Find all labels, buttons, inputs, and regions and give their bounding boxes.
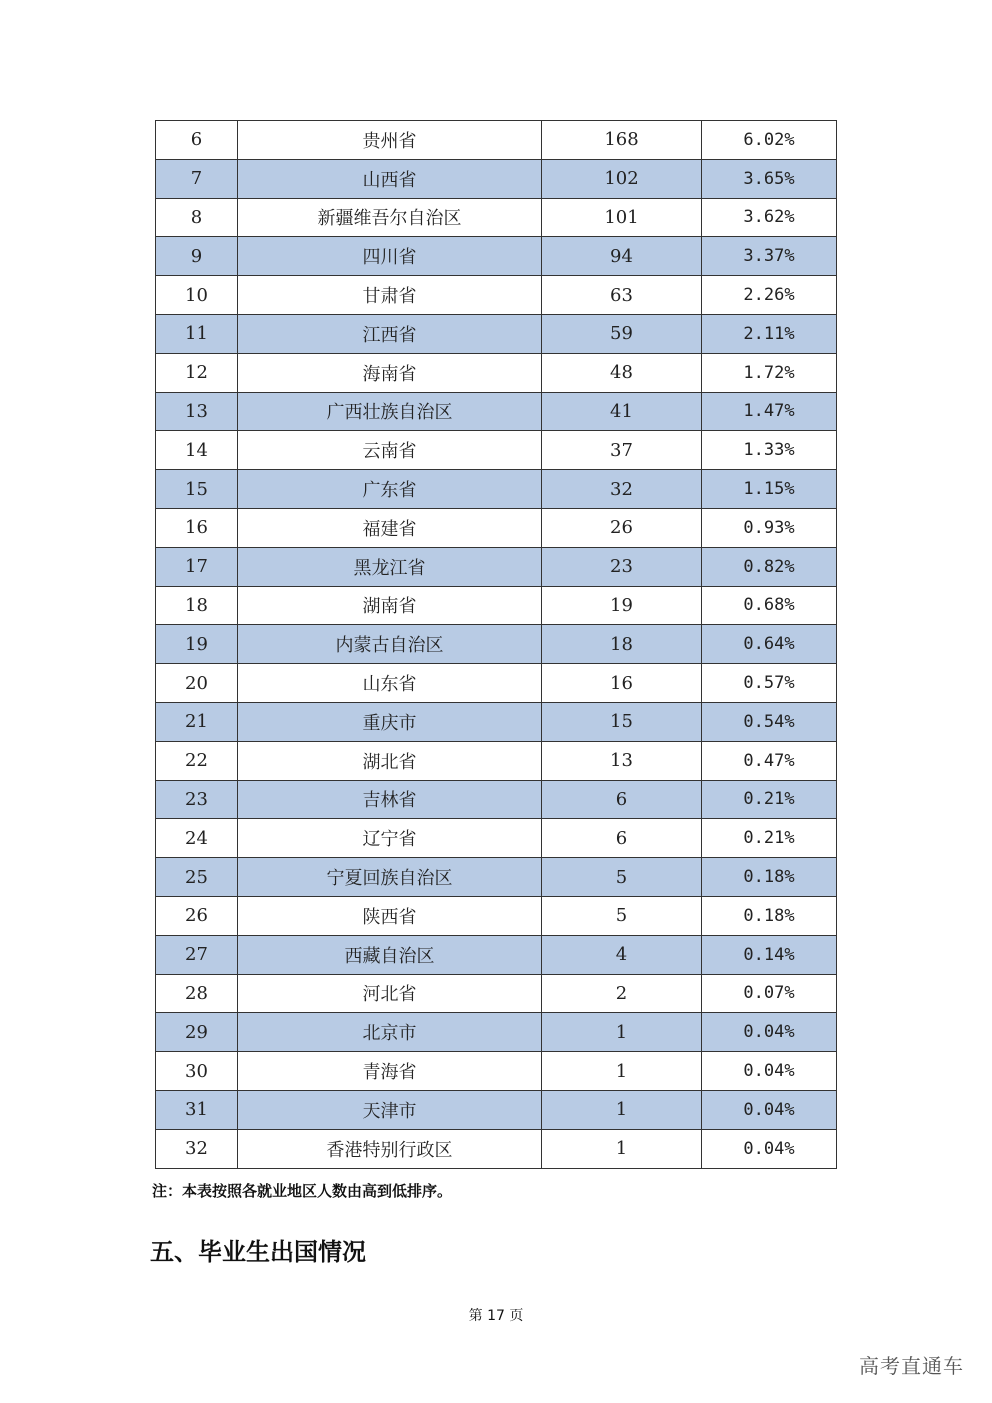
rank-cell: 28 — [156, 974, 238, 1013]
table-row — [156, 780, 837, 819]
percent-cell: 0.21% — [702, 780, 837, 819]
region-cell: 黑龙江省 — [238, 547, 542, 586]
table-row — [156, 1052, 837, 1091]
rank-cell: 7 — [156, 159, 238, 198]
count-cell: 5 — [542, 896, 702, 935]
region-cell: 甘肃省 — [238, 276, 542, 315]
percent-cell: 1.15% — [702, 470, 837, 509]
percent-cell: 0.47% — [702, 741, 837, 780]
rank-cell: 26 — [156, 896, 238, 935]
table-row — [156, 974, 837, 1013]
count-cell: 101 — [542, 198, 702, 237]
table-row — [156, 314, 837, 353]
rank-cell: 23 — [156, 780, 238, 819]
table-body — [156, 121, 837, 1169]
count-cell: 32 — [542, 470, 702, 509]
percent-cell: 0.82% — [702, 547, 837, 586]
count-cell: 37 — [542, 431, 702, 470]
rank-cell: 16 — [156, 508, 238, 547]
rank-cell: 15 — [156, 470, 238, 509]
rank-cell: 20 — [156, 664, 238, 703]
table-row — [156, 159, 837, 198]
rank-cell: 30 — [156, 1052, 238, 1091]
region-cell: 贵州省 — [238, 121, 542, 160]
region-cell: 海南省 — [238, 353, 542, 392]
table-row — [156, 586, 837, 625]
count-cell: 168 — [542, 121, 702, 160]
region-cell: 山西省 — [238, 159, 542, 198]
count-cell: 2 — [542, 974, 702, 1013]
percent-cell: 1.47% — [702, 392, 837, 431]
region-cell: 青海省 — [238, 1052, 542, 1091]
percent-cell: 0.64% — [702, 625, 837, 664]
percent-cell: 0.93% — [702, 508, 837, 547]
table-row — [156, 121, 837, 160]
page-number: 第 17 页 — [468, 1308, 524, 1324]
region-cell: 陕西省 — [238, 896, 542, 935]
rank-cell: 18 — [156, 586, 238, 625]
rank-cell: 19 — [156, 625, 238, 664]
table-row — [156, 508, 837, 547]
table-row — [156, 625, 837, 664]
table-row — [156, 392, 837, 431]
percent-cell: 3.37% — [702, 237, 837, 276]
rank-cell: 9 — [156, 237, 238, 276]
employment-region-table-container — [155, 120, 836, 1169]
region-cell: 四川省 — [238, 237, 542, 276]
rank-cell: 12 — [156, 353, 238, 392]
rank-cell: 13 — [156, 392, 238, 431]
region-cell: 湖南省 — [238, 586, 542, 625]
region-cell: 山东省 — [238, 664, 542, 703]
percent-cell: 0.57% — [702, 664, 837, 703]
table-row — [156, 353, 837, 392]
count-cell: 1 — [542, 1013, 702, 1052]
region-cell: 西藏自治区 — [238, 935, 542, 974]
table-row — [156, 896, 837, 935]
rank-cell: 11 — [156, 314, 238, 353]
region-cell: 河北省 — [238, 974, 542, 1013]
count-cell: 18 — [542, 625, 702, 664]
table-row — [156, 858, 837, 897]
percent-cell: 0.07% — [702, 974, 837, 1013]
table-row — [156, 237, 837, 276]
region-cell: 吉林省 — [238, 780, 542, 819]
rank-cell: 29 — [156, 1013, 238, 1052]
rank-cell: 31 — [156, 1090, 238, 1129]
percent-cell: 1.33% — [702, 431, 837, 470]
count-cell: 1 — [542, 1129, 702, 1168]
count-cell: 1 — [542, 1052, 702, 1091]
count-cell: 41 — [542, 392, 702, 431]
rank-cell: 17 — [156, 547, 238, 586]
count-cell: 15 — [542, 702, 702, 741]
region-cell: 重庆市 — [238, 702, 542, 741]
region-cell: 云南省 — [238, 431, 542, 470]
region-cell: 福建省 — [238, 508, 542, 547]
table-row — [156, 935, 837, 974]
count-cell: 48 — [542, 353, 702, 392]
percent-cell: 0.18% — [702, 896, 837, 935]
count-cell: 102 — [542, 159, 702, 198]
count-cell: 26 — [542, 508, 702, 547]
region-cell: 湖北省 — [238, 741, 542, 780]
percent-cell: 3.65% — [702, 159, 837, 198]
count-cell: 63 — [542, 276, 702, 315]
employment-region-table — [155, 120, 837, 1169]
rank-cell: 27 — [156, 935, 238, 974]
percent-cell: 0.04% — [702, 1129, 837, 1168]
rank-cell: 14 — [156, 431, 238, 470]
rank-cell: 10 — [156, 276, 238, 315]
count-cell: 1 — [542, 1090, 702, 1129]
percent-cell: 3.62% — [702, 198, 837, 237]
watermark-logo-text: 高考直通车 — [859, 1354, 964, 1378]
percent-cell: 0.04% — [702, 1052, 837, 1091]
count-cell: 19 — [542, 586, 702, 625]
region-cell: 江西省 — [238, 314, 542, 353]
table-row — [156, 276, 837, 315]
percent-cell: 0.04% — [702, 1090, 837, 1129]
region-cell: 内蒙古自治区 — [238, 625, 542, 664]
count-cell: 23 — [542, 547, 702, 586]
table-row — [156, 198, 837, 237]
region-cell: 北京市 — [238, 1013, 542, 1052]
rank-cell: 21 — [156, 702, 238, 741]
table-row — [156, 702, 837, 741]
rank-cell: 8 — [156, 198, 238, 237]
count-cell: 59 — [542, 314, 702, 353]
rank-cell: 6 — [156, 121, 238, 160]
region-cell: 广西壮族自治区 — [238, 392, 542, 431]
percent-cell: 0.54% — [702, 702, 837, 741]
rank-cell: 25 — [156, 858, 238, 897]
region-cell: 辽宁省 — [238, 819, 542, 858]
table-row — [156, 741, 837, 780]
count-cell: 4 — [542, 935, 702, 974]
table-row — [156, 664, 837, 703]
region-cell: 香港特别行政区 — [238, 1129, 542, 1168]
region-cell: 广东省 — [238, 470, 542, 509]
percent-cell: 6.02% — [702, 121, 837, 160]
percent-cell: 2.11% — [702, 314, 837, 353]
region-cell: 天津市 — [238, 1090, 542, 1129]
percent-cell: 0.04% — [702, 1013, 837, 1052]
table-row — [156, 819, 837, 858]
table-row — [156, 431, 837, 470]
percent-cell: 0.68% — [702, 586, 837, 625]
count-cell: 94 — [542, 237, 702, 276]
percent-cell: 2.26% — [702, 276, 837, 315]
region-cell: 宁夏回族自治区 — [238, 858, 542, 897]
table-row — [156, 1129, 837, 1168]
rank-cell: 32 — [156, 1129, 238, 1168]
region-cell: 新疆维吾尔自治区 — [238, 198, 542, 237]
rank-cell: 24 — [156, 819, 238, 858]
count-cell: 6 — [542, 819, 702, 858]
percent-cell: 1.72% — [702, 353, 837, 392]
section-heading: 五、毕业生出国情况 — [150, 1238, 366, 1266]
table-row — [156, 1013, 837, 1052]
table-note: 注：本表按照各就业地区人数由高到低排序。 — [152, 1182, 453, 1200]
percent-cell: 0.14% — [702, 935, 837, 974]
table-row — [156, 547, 837, 586]
count-cell: 16 — [542, 664, 702, 703]
percent-cell: 0.18% — [702, 858, 837, 897]
percent-cell: 0.21% — [702, 819, 837, 858]
count-cell: 5 — [542, 858, 702, 897]
rank-cell: 22 — [156, 741, 238, 780]
table-row — [156, 470, 837, 509]
table-row — [156, 1090, 837, 1129]
count-cell: 6 — [542, 780, 702, 819]
count-cell: 13 — [542, 741, 702, 780]
